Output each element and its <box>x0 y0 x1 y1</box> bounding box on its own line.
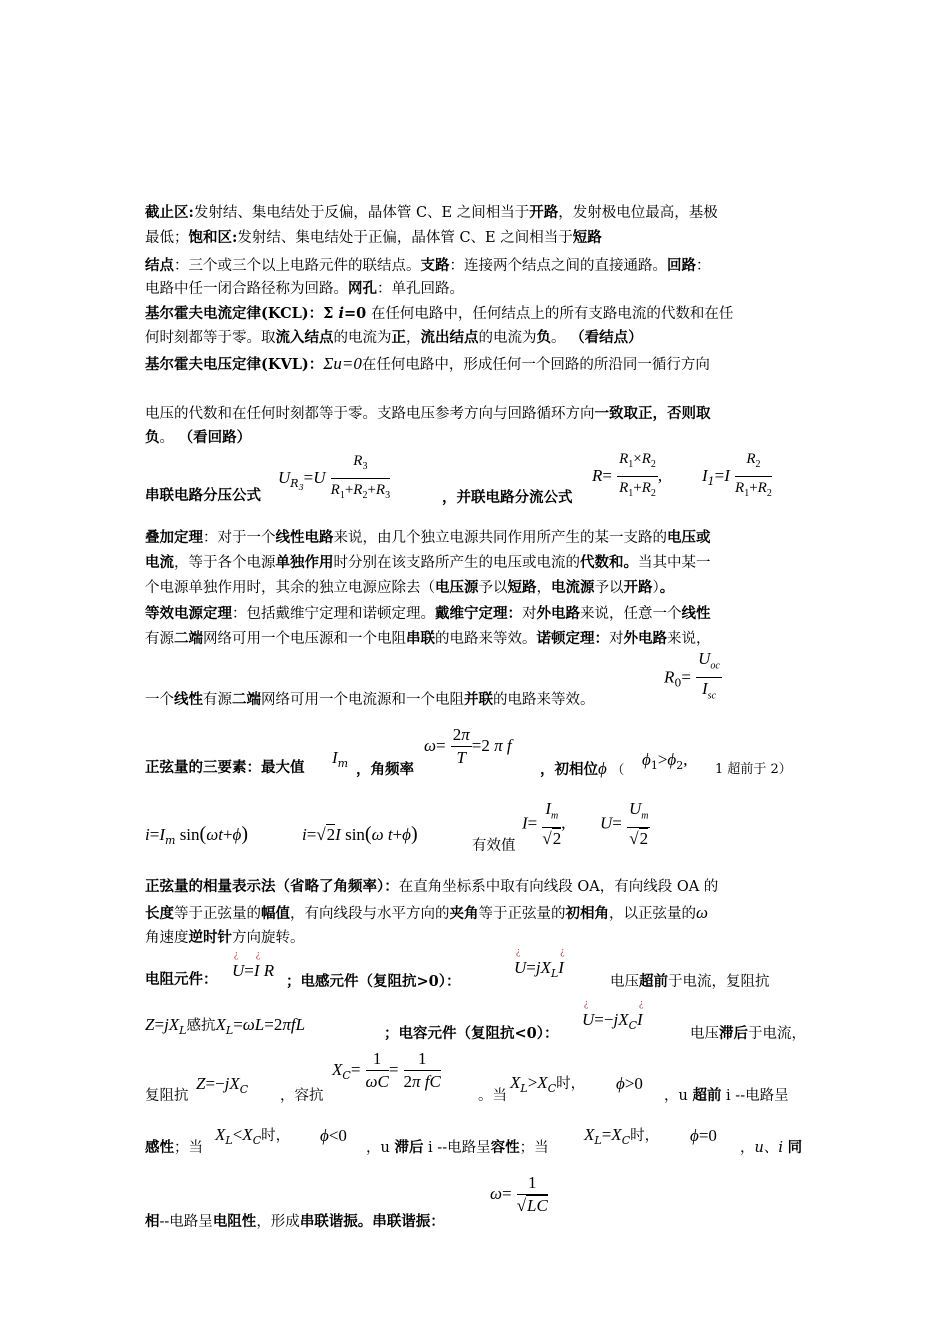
line-loop-def: 电路中任一闭合路径称为回路。网孔：单孔回路。 <box>145 280 464 297</box>
resonance-line: 相--电路呈电阻性，形成串联谐振。串联谐振： <box>145 1213 445 1230</box>
capacitive-impedance: $Z=-jX_C$ <box>196 1074 249 1096</box>
inductive-word: 感性；当 <box>145 1139 203 1156</box>
sine-current-formula: $i=I_m$ sin(ωt+ϕ) <box>145 823 249 847</box>
line-phasor: 正弦量的相量表示法（省略了角频率）：在直角坐标系中取有向线段 OA，有向线段 OA 的 <box>145 878 719 895</box>
capacitive-note: ，u 滞后 i --电路呈容性；当 <box>366 1139 549 1156</box>
rms-current-formula: I= $\frac{I_m}{√2}$ , <box>522 799 566 849</box>
parallel-resistance-formula: R= $\frac{R_1\times R_2}{R_1+R_2}$ , <box>592 448 662 505</box>
line-divider-label: 串联电路分压公式 <box>145 487 261 504</box>
omega-formula: ω= $\frac{2\pi}{T}$ =2 π f <box>424 725 512 767</box>
voltage-divider-formula: $U_{R_3}=U$ $\frac{R_3}{R_1+R_2+R_3}$ <box>278 450 390 507</box>
xl-lt-xc: $X_L<X_C$时， <box>215 1125 291 1147</box>
line-elements: 电阻元件： <box>145 971 218 988</box>
line-sine-elements: 正弦量的三要素：最大值 <box>145 759 305 776</box>
line-phasor-2: 长度等于正弦量的幅值，有向线段与水平方向的夹角等于正弦量的初相角，以正弦量的ω <box>145 903 709 922</box>
inductive-note: ，u 超前 i --电路呈 <box>664 1087 789 1104</box>
line-kvl: 基尔霍夫电压定律(KVL)：Σu=0在任何电路中，形成任何一个回路的所沿同一循行方向 <box>145 354 710 373</box>
inductor-note: 电压超前于电流，复阻抗 <box>610 973 770 990</box>
xl-gt-xc: $X_L>X_C$时， <box>510 1073 586 1095</box>
capacitor-note: 电压滞后于电流， <box>690 1025 806 1042</box>
phase-label: ，初相位ϕ （ <box>540 759 625 778</box>
line-superposition-3: 个电源单独作用时，其余的独立电源应除去（电压源予以短路，电流源予以开路）。 <box>145 579 675 596</box>
line-norton: 一个线性有源二端网络可用一个电流源和一个电阻并联的电路来等效。 <box>145 691 595 708</box>
phase-note: 1 超前于 2） <box>715 762 792 777</box>
rms-label: 有效值 <box>472 838 516 854</box>
r0-formula: $R_0=$ $\frac{U_{oc}}{I_{sc}}$ <box>664 649 720 702</box>
resistor-formula: ¿ U=¿ I R <box>232 961 274 981</box>
line-equiv-source: 等效电源定理：包括戴维宁定理和诺顿定理。戴维宁定理：对外电路来说，任意一个线性 <box>145 605 711 622</box>
rms-voltage-formula: U= $\frac{U_m}{√2}$ <box>600 799 649 849</box>
line-kcl-2: 何时刻都等于零。取流入结点的电流为正，流出结点的电流为负。 （看结点） <box>145 329 643 346</box>
current-divider-formula: $I_1=I$ $\frac{R_2}{R_1+R_2}$ <box>702 448 772 505</box>
omega-label: ，角频率 <box>356 761 414 778</box>
capacitive-reactance-label: ，容抗 <box>280 1088 324 1104</box>
phi-gt-0: ϕ>0 <box>616 1074 643 1093</box>
im-symbol: $I_m$ <box>332 748 349 770</box>
in-phase-note: ，u、i 同 <box>740 1139 803 1156</box>
phi-lt-0: ϕ<0 <box>320 1126 347 1145</box>
line-saturation: 最低；饱和区:发射结、集电结处于正偏，晶体管 C、E 之间相当于短路 <box>145 229 602 246</box>
capacitor-formula: ¿ $U=-jX_C¿$ I <box>582 1010 643 1032</box>
capacitive-label: 复阻抗 <box>145 1088 189 1104</box>
inductive-impedance: $Z=jX_L$感抗$X_L=\omega L=2\pi fL$ <box>145 1015 306 1037</box>
line-kvl-2: 电压的代数和在任何时刻都等于零。支路电压参考方向与回路循环方向一致取正，否则取 <box>145 405 711 422</box>
line-superposition-2: 电流，等于各个电源单独作用时分别在该支路所产生的电压或电流的代数和。当其中某一 <box>145 554 711 571</box>
inductor-label: ；电感元件（复阻抗>0）： <box>286 973 461 990</box>
line-cutoff: 截止区:发射结、集电结处于反偏，晶体管 C、E 之间相当于开路，发射极电位最高，基极 <box>145 204 718 221</box>
resonance-formula: ω= $\frac{1}{√LC}$ <box>490 1173 548 1215</box>
parallel-label: ，并联电路分流公式 <box>442 489 573 506</box>
line-equiv-source-2: 有源二端网络可用一个电压源和一个电阻串联的电路来等效。诺顿定理：对外电路来说， <box>145 630 711 647</box>
phase-compare: $\phi_1>\phi_2$, <box>642 750 688 772</box>
xl-eq-xc: $X_L=X_C$时， <box>584 1125 660 1147</box>
phi-eq-0: ϕ=0 <box>690 1126 717 1145</box>
line-superposition: 叠加定理：对于一个线性电路来说，由几个独立电源共同作用所产生的某一支路的电压或 <box>145 529 711 546</box>
sine-rms-formula: i=√2I sin(ω t+ϕ) <box>302 823 418 845</box>
when-label: 。当 <box>478 1088 507 1104</box>
capacitor-label: ；电容元件（复阻抗<0）： <box>384 1025 559 1042</box>
line-node-def: 结点：三个或三个以上电路元件的联结点。支路：连接两个结点之间的直接通路。回路： <box>145 257 711 274</box>
line-kvl-3: 负。 （看回路） <box>145 429 252 446</box>
inductor-formula: ¿ $U=jX_L¿$ I <box>514 958 564 980</box>
line-phasor-3: 角速度逆时针方向旋转。 <box>145 929 305 946</box>
capacitive-reactance: $X_C=$ $\frac{1}{\omega C}$ = $\frac{1}{\text{2π fC}}$ <box>332 1049 441 1091</box>
line-kcl: 基尔霍夫电流定律(KCL)：Σ i=0 在任何电路中，任何结点上的所有支路电流的代数和在任 <box>145 305 734 322</box>
